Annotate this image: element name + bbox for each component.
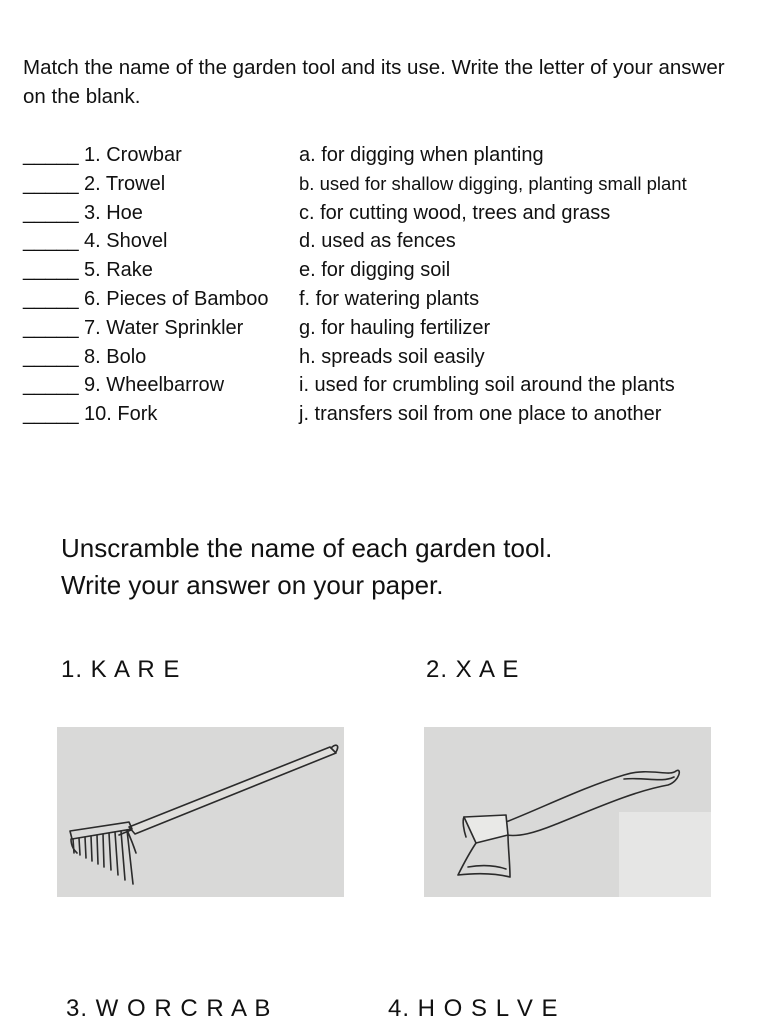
matching-list bbox=[23, 141, 763, 429]
answer-blank: _____ bbox=[23, 230, 79, 253]
scrambled-word-2: 2. X A E bbox=[426, 656, 520, 683]
instructions-text: Match the name of the garden tool and its use. Write the letter of your answer on the blank. bbox=[23, 56, 725, 108]
scrambled-word-4: 4. H O S L V E bbox=[388, 995, 559, 1022]
matching-row bbox=[23, 343, 763, 372]
answer-blank: _____ bbox=[23, 287, 79, 310]
matching-row bbox=[23, 141, 763, 170]
answer-blank: _____ bbox=[23, 172, 79, 195]
tool-use: g. for hauling fertilizer bbox=[299, 316, 491, 339]
tool-name: 9. Wheelbarrow bbox=[84, 374, 225, 397]
answer-blank: _____ bbox=[23, 403, 79, 426]
tool-use: h. spreads soil easily bbox=[299, 345, 485, 368]
scrambled-word-3: 3. W O R C R A B bbox=[66, 995, 272, 1022]
answer-blank: _____ bbox=[23, 316, 79, 339]
tool-use: b. used for shallow digging, planting small plant bbox=[299, 172, 687, 194]
rake-drawing-image bbox=[57, 727, 344, 897]
matching-row bbox=[23, 285, 763, 314]
tool-name: 2. Trowel bbox=[84, 172, 166, 195]
tool-use: e. for digging soil bbox=[299, 259, 451, 282]
answer-blank: _____ bbox=[23, 259, 79, 282]
tool-use: a. for digging when planting bbox=[299, 144, 544, 166]
matching-row bbox=[23, 256, 763, 285]
tool-name: 6. Pieces of Bamboo bbox=[84, 287, 269, 310]
matching-row bbox=[23, 199, 763, 228]
matching-row bbox=[23, 314, 763, 343]
answer-blank: _____ bbox=[23, 144, 79, 166]
tool-use: c. for cutting wood, trees and grass bbox=[299, 201, 611, 224]
answer-blank: _____ bbox=[23, 374, 79, 397]
tool-use: f. for watering plants bbox=[299, 287, 480, 310]
matching-row bbox=[23, 371, 763, 400]
axe-icon bbox=[424, 727, 711, 897]
unscramble-line-1: Unscramble the name of each garden tool. bbox=[61, 533, 553, 563]
matching-row bbox=[23, 227, 763, 256]
tool-use: d. used as fences bbox=[299, 230, 456, 253]
tool-name: 7. Water Sprinkler bbox=[84, 316, 244, 339]
scrambled-word-1: 1. K A R E bbox=[61, 656, 181, 683]
tool-name: 3. Hoe bbox=[84, 201, 143, 224]
matching-row bbox=[23, 170, 763, 199]
tool-name: 4. Shovel bbox=[84, 230, 168, 253]
matching-row bbox=[23, 400, 763, 429]
rake-icon bbox=[57, 727, 344, 897]
tool-name: 5. Rake bbox=[84, 259, 153, 282]
unscramble-instructions bbox=[61, 530, 721, 604]
tool-name: 1. Crowbar bbox=[84, 144, 182, 166]
answer-blank: _____ bbox=[23, 201, 79, 224]
tool-name: 10. Fork bbox=[84, 403, 158, 426]
axe-drawing-image bbox=[424, 727, 711, 897]
answer-blank: _____ bbox=[23, 345, 79, 368]
tool-name: 8. Bolo bbox=[84, 345, 147, 368]
unscramble-line-2: Write your answer on your paper. bbox=[61, 570, 444, 600]
tool-use: j. transfers soil from one place to another bbox=[299, 403, 662, 426]
tool-use: i. used for crumbling soil around the plants bbox=[299, 374, 675, 397]
